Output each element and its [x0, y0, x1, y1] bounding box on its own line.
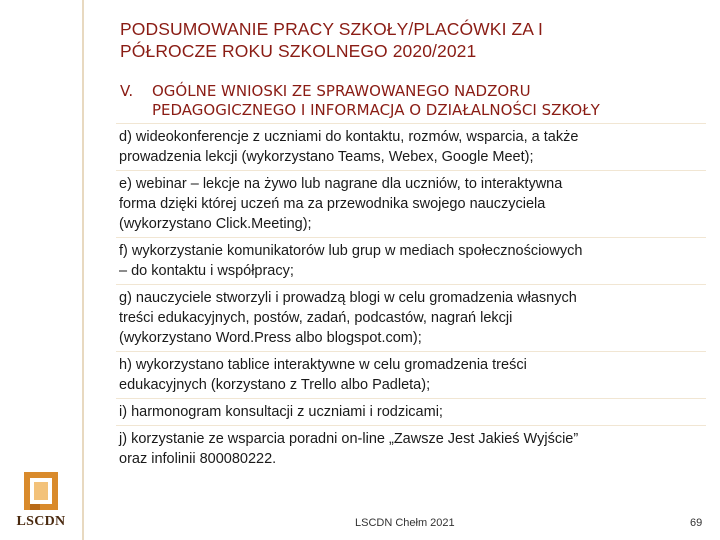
logo-base-shape [30, 504, 40, 510]
list-item-line: d) wideokonferencje z uczniami do kontaktu, rozmów, wsparcia, a także [119, 129, 579, 145]
slide-title-line-2: PÓŁROCZE ROKU SZKOLNEGO 2020/2021 [120, 41, 477, 61]
list-item-line: – do kontaktu i współpracy; [119, 263, 294, 279]
list-item-line: oraz infolinii 800080222. [119, 451, 277, 467]
list-item-line: treści edukacyjnych, postów, zadań, podcastów, nagrań lekcji [119, 310, 513, 326]
section-heading-line-2: PEDAGOGICZNEGO I INFORMACJA O DZIAŁALNOŚCI SZKOŁY [152, 101, 600, 119]
footer-text: LSCDN Chełm 2021 [355, 517, 455, 529]
list-item-line: e) webinar – lekcje na żywo lub nagrane dla uczniów, to interaktywna [119, 176, 563, 192]
item-list [119, 127, 709, 476]
list-item-line: prowadzenia lekcji (wykorzystano Teams, Webex, Google Meet); [119, 149, 534, 165]
list-item-line: h) wykorzystano tablice interaktywne w celu gromadzenia treści [119, 357, 527, 373]
section-heading-line-1: OGÓLNE WNIOSKI ZE SPRAWOWANEGO NADZORU [152, 82, 531, 100]
sidebar-divider [82, 0, 84, 540]
slide-title-line-1: PODSUMOWANIE PRACY SZKOŁY/PLACÓWKI ZA I [120, 19, 544, 39]
section-number: V. [120, 82, 134, 100]
list-item-line: forma dzięki której uczeń ma za przewodnika swojego nauczyciela [119, 196, 546, 212]
list-item [119, 241, 709, 281]
page-number: 69 [690, 517, 703, 529]
list-item-line: edukacyjnych (korzystano z Trello albo Padleta); [119, 377, 431, 393]
list-item-line: i) harmonogram konsultacji z uczniami i rodzicami; [119, 404, 443, 420]
section-heading [120, 82, 700, 120]
list-item [119, 174, 709, 234]
list-item-line: f) wykorzystanie komunikatorów lub grup w mediach społecznościowych [119, 243, 583, 259]
list-item [119, 127, 709, 167]
list-item-line: (wykorzystano Word.Press albo blogspot.com); [119, 330, 422, 346]
list-item [119, 402, 709, 422]
logo-text: LSCDN [16, 514, 66, 529]
list-item-line: j) korzystanie ze wsparcia poradni on-line „Zawsze Jest Jakieś Wyjście” [119, 431, 579, 447]
slide-title [120, 18, 680, 62]
list-item [119, 429, 709, 469]
sidebar-panel [0, 0, 82, 540]
list-item-line: (wykorzystano Click.Meeting); [119, 216, 312, 232]
list-item [119, 288, 709, 348]
list-item [119, 355, 709, 395]
logo-inner-shape [34, 482, 48, 500]
list-item-line: g) nauczyciele stworzyli i prowadzą blogi w celu gromadzenia własnych [119, 290, 577, 306]
